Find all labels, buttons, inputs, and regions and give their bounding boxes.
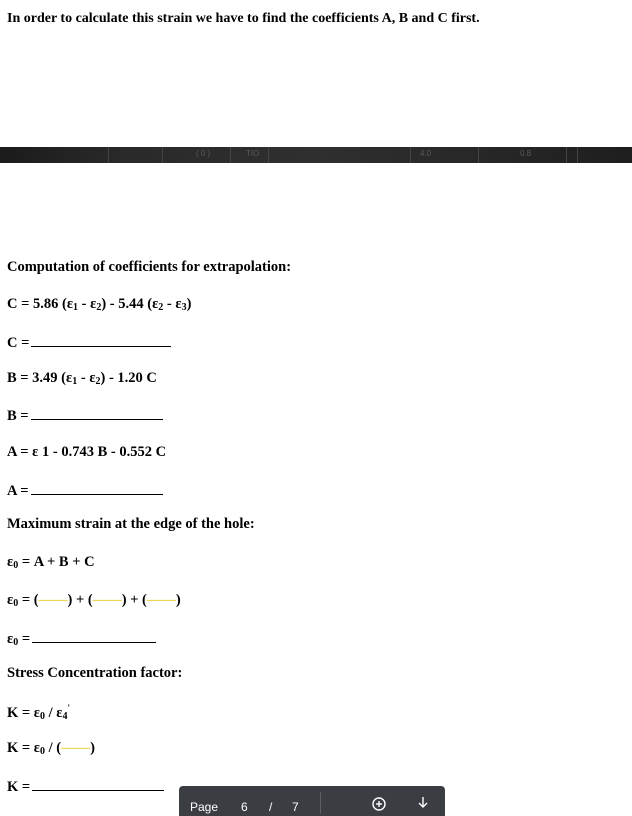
zoom-in-icon[interactable] (371, 796, 387, 812)
coefficients-heading: Computation of coefficients for extrapolation: (7, 259, 292, 275)
scf-heading: Stress Concentration factor: (7, 665, 183, 681)
k-denominator-field[interactable]: —— (61, 740, 91, 756)
c-formula: C = 5.86 $(\varepsilon_1 - \varepsilon_2) - 5.44$ $(\varepsilon_2 - \varepsilon_3)$ (7, 296, 192, 313)
b-formula: B = 3.49 $(\varepsilon_1 - \varepsilon_2) - 1.20$ C (7, 370, 157, 387)
c-answer-blank[interactable] (31, 333, 171, 347)
download-icon[interactable] (415, 796, 431, 812)
strain-answer-blank[interactable] (32, 629, 156, 643)
k-substitution: $K = \varepsilon_0$ / (——) (7, 740, 95, 757)
a-formula: A = ε 1 - 0.743 B - 0.552 C (7, 444, 167, 460)
k-answer-label: K = (7, 779, 31, 795)
scan-fragment: TIO (246, 149, 260, 158)
intro-text: In order to calculate this strain we have to find the coefficients A, B and C first. (7, 11, 480, 26)
pdf-page-toolbar (179, 786, 445, 816)
a-answer-label: A = (7, 483, 29, 499)
b-answer-blank[interactable] (31, 406, 163, 420)
scanned-table-strip (0, 147, 632, 163)
scan-fragment: ( 0 ) (196, 149, 211, 158)
scan-fragment: 4.0 (420, 149, 432, 158)
k-answer-blank[interactable] (32, 777, 164, 791)
c-answer-line (7, 333, 171, 352)
c-answer-label: C = (7, 335, 30, 351)
strain-formula: $\varepsilon_0 = A + B + C$ (7, 554, 95, 571)
strain-b-field[interactable]: —— (92, 592, 122, 608)
strain-a-field[interactable]: —— (38, 592, 68, 608)
total-pages: 7 (292, 800, 299, 814)
page-label: Page (190, 800, 219, 814)
toolbar-divider (320, 792, 321, 814)
strain-substitution: $\varepsilon_0$ = (——) + (——) + (——) (7, 592, 181, 609)
b-answer-line (7, 406, 163, 425)
strain-answer-line: $\varepsilon_0$ = (7, 629, 156, 648)
a-answer-blank[interactable] (31, 481, 163, 495)
b-answer-label: B = (7, 408, 29, 424)
max-strain-heading: Maximum strain at the edge of the hole: (7, 516, 255, 532)
k-formula: $K = \varepsilon_0 / \varepsilon_4'$ (7, 703, 70, 722)
a-answer-line (7, 481, 163, 500)
page-separator: / (269, 800, 273, 814)
strain-c-field[interactable]: —— (146, 592, 176, 608)
scan-fragment: 0.8 (520, 149, 532, 158)
current-page-input[interactable]: 6 (241, 800, 248, 814)
k-answer-line (7, 777, 164, 796)
